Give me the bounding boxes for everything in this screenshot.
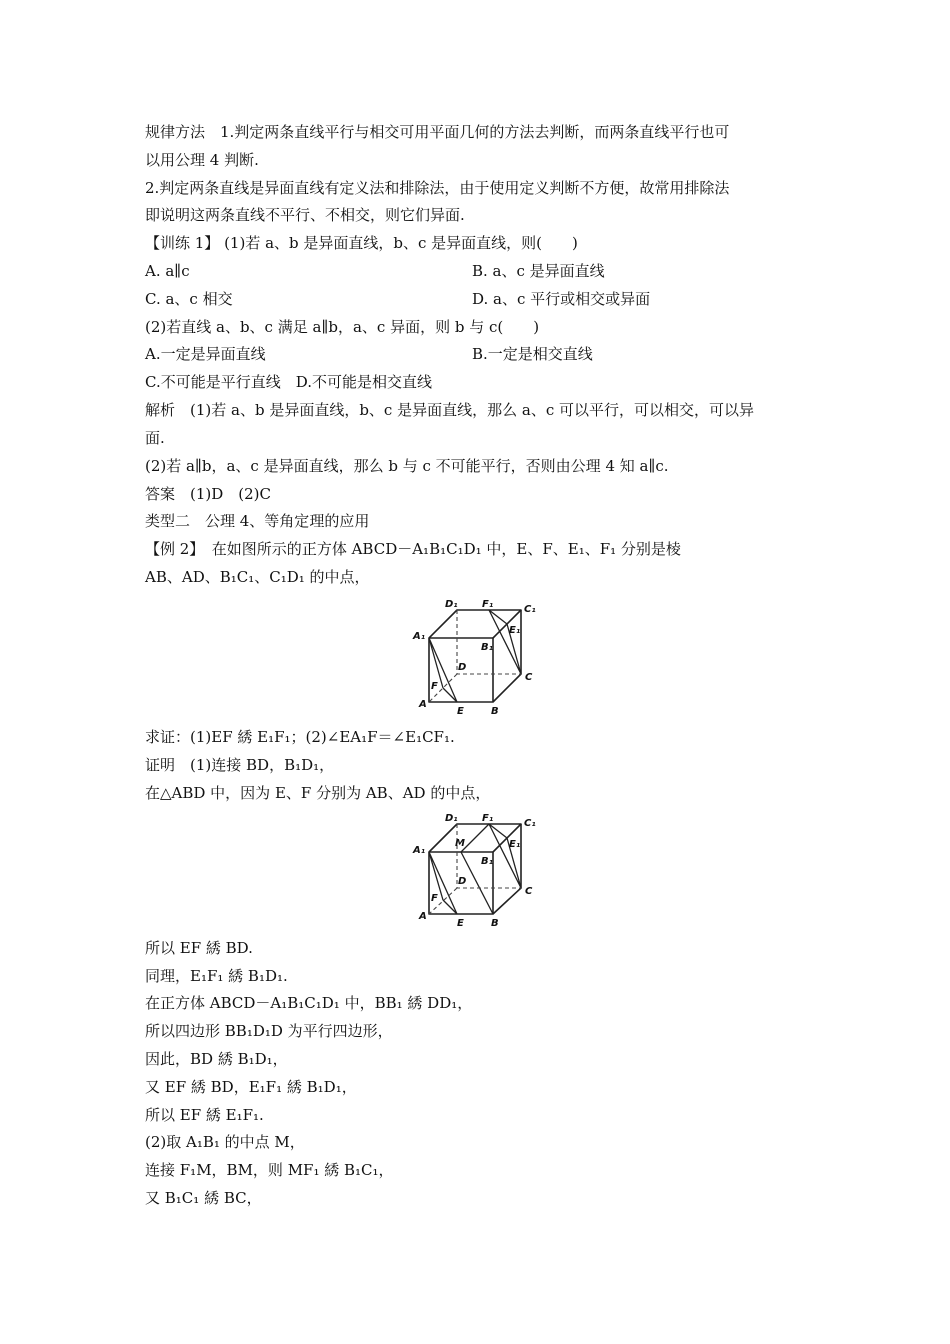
vertex-label: D bbox=[458, 662, 467, 673]
vertex-label: A bbox=[419, 699, 427, 710]
proof-line: 连接 F₁M，BM，则 MF₁ 綉 B₁C₁， bbox=[145, 1161, 394, 1179]
exercise-heading: 【训练 1】 (1)若 a、b 是异面直线，b、c 是异面直线，则( ) bbox=[145, 234, 578, 252]
proof-line: 又 B₁C₁ 綉 BC， bbox=[145, 1189, 262, 1207]
option-row bbox=[145, 344, 810, 364]
vertex-label: D₁ bbox=[445, 813, 458, 824]
proof-line: (2)取 A₁B₁ 的中点 M， bbox=[145, 1133, 305, 1151]
proof-line: 所以 EF 綉 BD. bbox=[145, 939, 253, 957]
triangle-ea1f bbox=[429, 638, 457, 702]
option-c: C. a、c 相交 bbox=[145, 290, 233, 308]
proof-line: 因此，BD 綉 B₁D₁， bbox=[145, 1050, 288, 1068]
vertex-label: B₁ bbox=[481, 642, 494, 653]
answer-line: 答案 (1)D (2)C bbox=[145, 485, 271, 503]
proof-line: 在正方体 ABCD－A₁B₁C₁D₁ 中，BB₁ 綉 DD₁， bbox=[145, 994, 473, 1012]
vertex-label: D bbox=[458, 876, 467, 887]
section-heading: 类型二 公理 4、等角定理的应用 bbox=[145, 512, 370, 530]
vertex-label: D₁ bbox=[445, 599, 458, 610]
proof-line: 所以 EF 綉 E₁F₁. bbox=[145, 1106, 264, 1124]
vertex-label: M bbox=[455, 838, 465, 849]
vertex-label: B bbox=[491, 918, 499, 929]
text-line: 以用公理 4 判断. bbox=[145, 151, 259, 169]
proof-line: 所以四边形 BB₁D₁D 为平行四边形， bbox=[145, 1022, 393, 1040]
text-line: AB、AD、B₁C₁、C₁D₁ 的中点， bbox=[145, 568, 370, 586]
vertex-label: F bbox=[431, 893, 438, 904]
option-d: D. a、c 平行或相交或异面 bbox=[472, 290, 651, 308]
proof-line: 证明 (1)连接 BD，B₁D₁， bbox=[145, 756, 335, 774]
vertex-label: C₁ bbox=[524, 604, 536, 615]
vertex-label: F bbox=[431, 681, 438, 692]
solution-line: 解析 (1)若 a、b 是异面直线，b、c 是异面直线，那么 a、c 可以平行，可以相交，可以异 bbox=[145, 401, 754, 419]
proof-goal: 求证：(1)EF 綉 E₁F₁；(2)∠EA₁F＝∠E₁CF₁. bbox=[145, 728, 455, 746]
vertex-label: A₁ bbox=[413, 631, 426, 642]
vertex-label: C bbox=[525, 672, 533, 683]
proof-line: 又 EF 綉 BD，E₁F₁ 綉 B₁D₁， bbox=[145, 1078, 357, 1096]
vertex-label: C₁ bbox=[524, 818, 536, 829]
vertex-label: A₁ bbox=[413, 845, 426, 856]
vertex-label: E₁ bbox=[509, 625, 521, 636]
vertex-label: F₁ bbox=[482, 599, 494, 610]
vertex-label: E bbox=[457, 918, 464, 929]
cube-figure-1 bbox=[405, 596, 555, 720]
triangle-ea1f bbox=[429, 852, 457, 914]
option-a: A.一定是异面直线 bbox=[145, 345, 266, 363]
option-b: B. a、c 是异面直线 bbox=[472, 262, 605, 280]
option-a: A. a∥c bbox=[145, 262, 190, 280]
example-heading: 【例 2】 在如图所示的正方体 ABCD－A₁B₁C₁D₁ 中，E、F、E₁、F₁ 分别是棱 bbox=[145, 540, 681, 558]
option-row bbox=[145, 261, 810, 281]
option-row: C.不可能是平行直线 D.不可能是相交直线 bbox=[145, 373, 432, 391]
proof-line: 同理，E₁F₁ 綉 B₁D₁. bbox=[145, 967, 288, 985]
vertex-label: E bbox=[457, 706, 464, 717]
vertex-label: B bbox=[491, 706, 499, 717]
text-line: 2.判定两条直线是异面直线有定义法和排除法，由于使用定义判断不方便，故常用排除法 bbox=[145, 179, 730, 197]
segments-mf1-mb bbox=[461, 824, 493, 914]
vertex-label: C bbox=[525, 886, 533, 897]
cube-figure-2 bbox=[405, 810, 555, 932]
vertex-label: B₁ bbox=[481, 856, 494, 867]
text-line: 即说明这两条直线不平行、不相交，则它们异面. bbox=[145, 206, 465, 224]
text-line: (2)若直线 a、b、c 满足 a∥b，a、c 异面，则 b 与 c( ) bbox=[145, 318, 540, 336]
vertex-label: F₁ bbox=[482, 813, 494, 824]
option-b: B.一定是相交直线 bbox=[472, 345, 593, 363]
text-line: 规律方法 1.判定两条直线平行与相交可用平面几何的方法去判断，而两条直线平行也可 bbox=[145, 123, 730, 141]
solution-line: (2)若 a∥b，a、c 是异面直线，那么 b 与 c 不可能平行，否则由公理 4 知 a∥c. bbox=[145, 457, 669, 475]
option-row bbox=[145, 289, 810, 309]
proof-line: 在△ABD 中，因为 E、F 分别为 AB、AD 的中点， bbox=[145, 784, 491, 802]
solution-line: 面. bbox=[145, 429, 165, 447]
vertex-label: A bbox=[419, 911, 427, 922]
vertex-label: E₁ bbox=[509, 839, 521, 850]
